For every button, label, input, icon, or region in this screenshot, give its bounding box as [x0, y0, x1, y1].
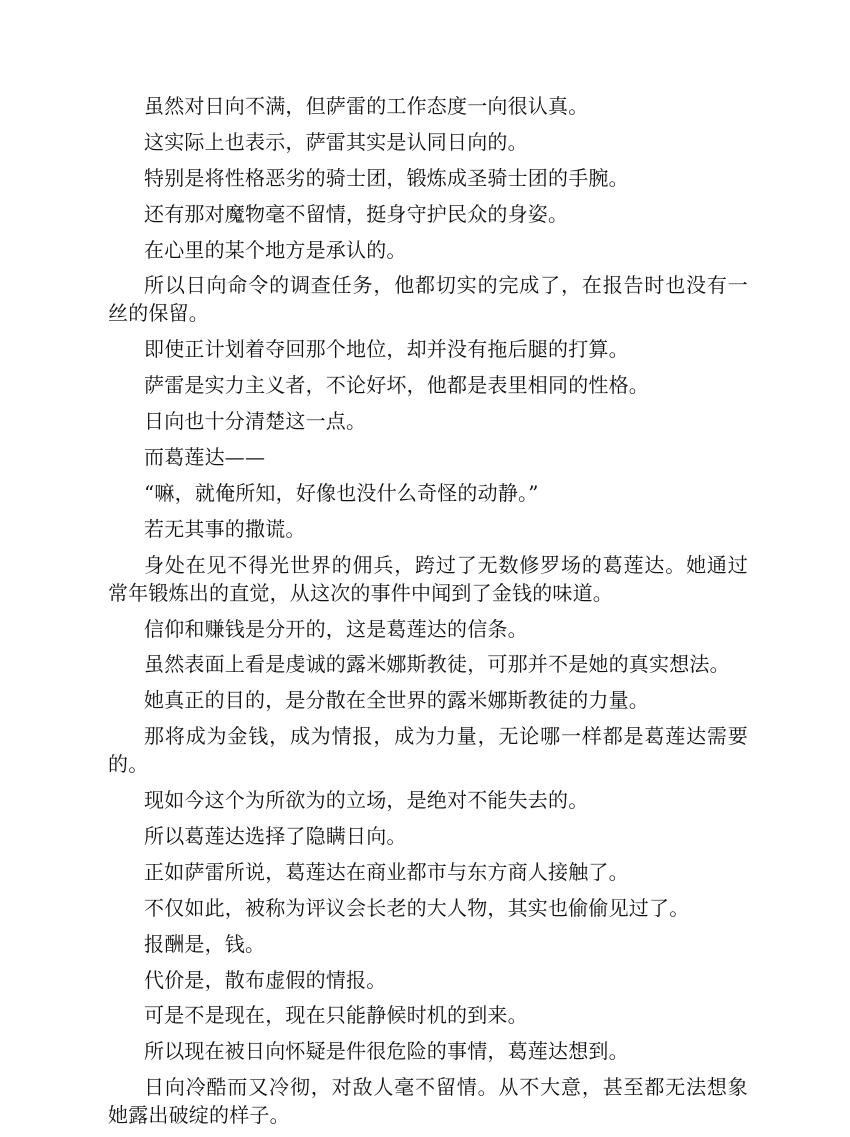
- paragraph: 日向也十分清楚这一点。: [144, 409, 367, 434]
- document-page: [108, 92, 748, 1137]
- paragraph: 萨雷是实力主义者，不论好坏，他都是表里相同的性格。: [144, 373, 649, 398]
- paragraph: 不仅如此，被称为评议会长老的大人物，其实也偷偷见过了。: [144, 895, 690, 920]
- paragraph: 报酬是，钱。: [144, 931, 266, 956]
- paragraph: 代价是，散布虚假的情报。: [144, 967, 387, 992]
- paragraph: 那将成为金钱，成为情报，成为力量，无论哪一样都是葛莲达需要的。: [108, 724, 748, 777]
- paragraph: 虽然表面上看是虔诚的露米娜斯教徒，可那并不是她的真实想法。: [144, 652, 730, 677]
- paragraph: 特别是将性格恶劣的骑士团，锻炼成圣骑士团的手腕。: [144, 165, 629, 190]
- paragraph: 现如今这个为所欲为的立场，是绝对不能失去的。: [144, 788, 589, 813]
- paragraph: 即使正计划着夺回那个地位，却并没有拖后腿的打算。: [144, 337, 629, 362]
- paragraph: 这实际上也表示，萨雷其实是认同日向的。: [144, 129, 528, 154]
- paragraph: 所以葛莲达选择了隐瞒日向。: [144, 824, 407, 849]
- paragraph: 若无其事的撒谎。: [144, 516, 306, 541]
- paragraph: 在心里的某个地方是承认的。: [144, 237, 407, 262]
- paragraph: 她真正的目的，是分散在全世界的露米娜斯教徒的力量。: [144, 688, 649, 713]
- paragraph: 信仰和赚钱是分开的，这是葛莲达的信条。: [144, 616, 528, 641]
- paragraph: 身处在见不得光世界的佣兵，跨过了无数修罗场的葛莲达。她通过常年锻炼出的直觉，从这次的事件中闻到了金钱的味道。: [108, 552, 748, 605]
- paragraph: 日向冷酷而又冷彻，对敌人毫不留情。从不大意，甚至都无法想象她露出破绽的样子。: [108, 1075, 748, 1128]
- paragraph: 还有那对魔物毫不留情，挺身守护民众的身姿。: [144, 201, 569, 226]
- paragraph: 可是不是现在，现在只能静候时机的到来。: [144, 1003, 528, 1028]
- paragraph: “嘛，就俺所知，好像也没什么奇怪的动静。”: [144, 480, 539, 505]
- paragraph: 所以现在被日向怀疑是件很危险的事情，葛莲达想到。: [144, 1039, 629, 1064]
- paragraph: 所以日向命令的调查任务，他都切实的完成了，在报告时也没有一丝的保留。: [108, 273, 748, 326]
- paragraph: 正如萨雷所说，葛莲达在商业都市与东方商人接触了。: [144, 859, 629, 884]
- paragraph: 而葛莲达——: [144, 445, 266, 470]
- paragraph: 虽然对日向不满，但萨雷的工作态度一向很认真。: [144, 94, 589, 118]
